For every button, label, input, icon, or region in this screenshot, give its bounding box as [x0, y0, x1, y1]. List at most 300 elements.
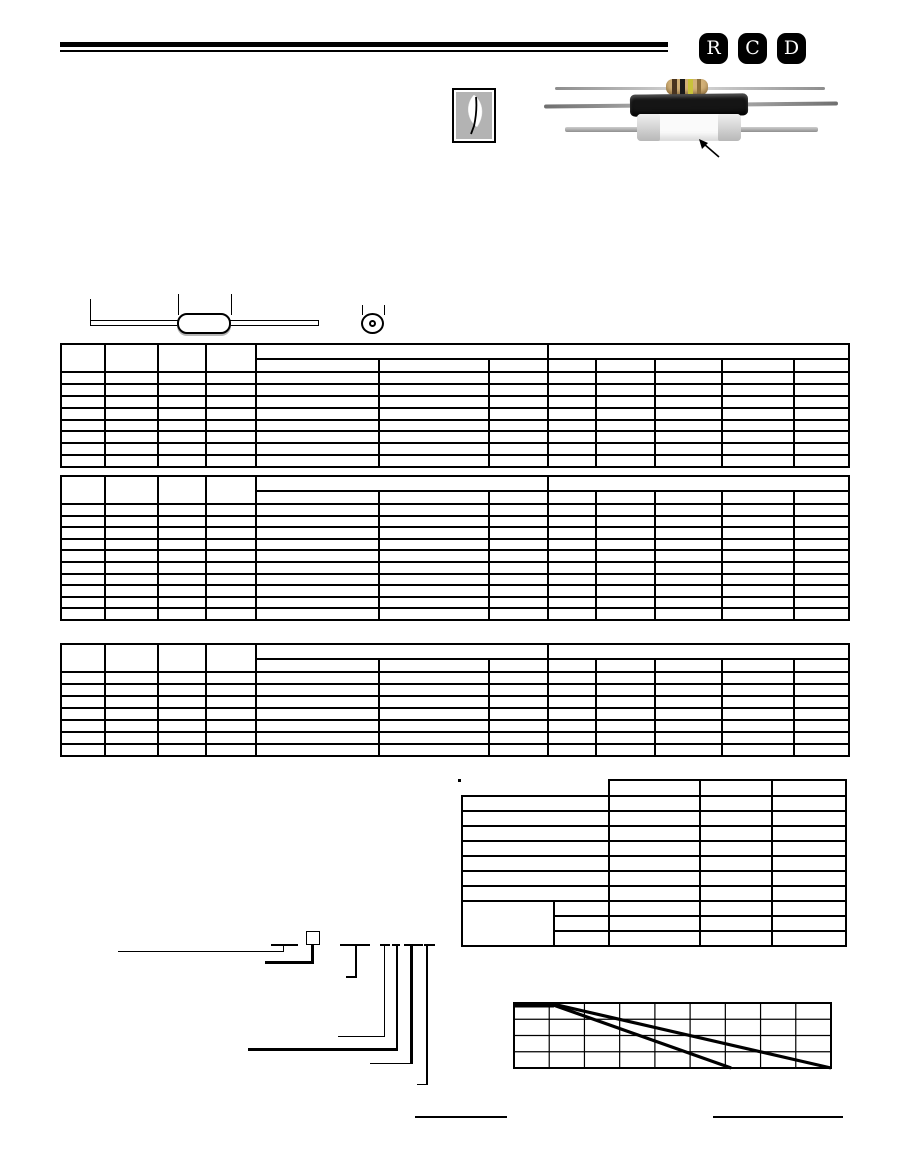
- table-cell: [596, 396, 655, 408]
- table-cell: [548, 597, 596, 609]
- table-cell: [794, 744, 849, 756]
- table-cell: [105, 744, 158, 756]
- table-cell: [794, 516, 849, 528]
- table-cell: [105, 562, 158, 574]
- table-cell: [596, 597, 655, 609]
- table-cell: [158, 408, 206, 420]
- table-cell: [206, 562, 256, 574]
- table-cell: [794, 539, 849, 551]
- table-cell: [61, 744, 105, 756]
- table-cell: [158, 384, 206, 396]
- logo-tile-c: [738, 33, 767, 64]
- table-cell: [61, 408, 105, 420]
- sub-header-cell: [379, 491, 489, 504]
- spec-value-cell: [772, 856, 846, 871]
- table-row: [61, 562, 849, 574]
- table-cell: [548, 443, 596, 455]
- table-cell: [548, 396, 596, 408]
- spec-value-cell: [772, 916, 846, 931]
- table-cell: [206, 597, 256, 609]
- table-cell: [256, 539, 379, 551]
- spec-value-cell: [609, 931, 700, 946]
- sub-header-cell: [379, 659, 489, 672]
- part-number-box: [306, 931, 320, 945]
- table-cell: [206, 431, 256, 443]
- spec-row: [462, 856, 846, 871]
- pn-callout-3-foot: [338, 1036, 385, 1037]
- table-cell: [794, 431, 849, 443]
- ratings-table-1: [60, 343, 850, 468]
- spec-row: [462, 886, 846, 901]
- table-cell: [158, 684, 206, 696]
- table-cell: [489, 684, 548, 696]
- table-cell: [256, 443, 379, 455]
- table-cell: [206, 720, 256, 732]
- pn-callout-type-tick: [283, 945, 284, 952]
- footer-blank-line-left: [415, 1116, 507, 1118]
- table-cell: [489, 574, 548, 586]
- table-cell: [379, 527, 489, 539]
- table-row: [61, 585, 849, 597]
- table-cell: [61, 443, 105, 455]
- spec-value-cell: [609, 841, 700, 856]
- table-cell: [548, 420, 596, 432]
- group-header-2: [548, 644, 849, 659]
- table-cell: [794, 574, 849, 586]
- table-cell: [61, 597, 105, 609]
- sub-header-cell: [256, 359, 379, 372]
- table-cell: [489, 420, 548, 432]
- sub-header-cell: [548, 491, 596, 504]
- table-cell: [655, 384, 722, 396]
- table-cell: [548, 372, 596, 384]
- table-cell: [61, 539, 105, 551]
- table-cell: [379, 597, 489, 609]
- sub-header-cell: [794, 491, 849, 504]
- table-cell: [596, 550, 655, 562]
- table-cell: [794, 585, 849, 597]
- table-cell: [206, 443, 256, 455]
- table-cell: [206, 574, 256, 586]
- spec-label-cell: [462, 826, 609, 841]
- table-cell: [256, 516, 379, 528]
- table-cell: [256, 684, 379, 696]
- table-cell: [596, 516, 655, 528]
- table-cell: [61, 516, 105, 528]
- table-cell: [596, 443, 655, 455]
- table-cell: [379, 455, 489, 467]
- table-cell: [61, 672, 105, 684]
- table-cell: [794, 720, 849, 732]
- table-cell: [105, 527, 158, 539]
- table-cell: [722, 720, 794, 732]
- table-cell: [655, 562, 722, 574]
- table-cell: [61, 504, 105, 516]
- sub-header-cell: [489, 491, 548, 504]
- table-cell: [158, 732, 206, 744]
- sub-header-cell: [722, 659, 794, 672]
- table-cell: [722, 574, 794, 586]
- table-cell: [596, 527, 655, 539]
- spec-value-cell: [700, 916, 772, 931]
- table-cell: [379, 408, 489, 420]
- dim-tick-endview-right: [384, 305, 385, 315]
- table-cell: [61, 732, 105, 744]
- spec-value-cell: [772, 796, 846, 811]
- table-cell: [105, 672, 158, 684]
- table-cell: [158, 516, 206, 528]
- table-row: [61, 608, 849, 620]
- table-cell: [489, 550, 548, 562]
- table-cell: [256, 732, 379, 744]
- table-cell: [596, 384, 655, 396]
- table-cell: [158, 597, 206, 609]
- spec-value-cell: [700, 931, 772, 946]
- logo-letter-c: C: [745, 37, 760, 59]
- pn-callout-option-horiz: [265, 961, 314, 964]
- table-cell: [206, 744, 256, 756]
- table-cell: [256, 708, 379, 720]
- table-cell: [596, 744, 655, 756]
- table-cell: [548, 720, 596, 732]
- table-cell: [206, 539, 256, 551]
- table-cell: [379, 585, 489, 597]
- table-cell: [722, 539, 794, 551]
- table-cell: [794, 597, 849, 609]
- table-cell: [206, 516, 256, 528]
- table-row: [61, 527, 849, 539]
- table-cell: [105, 384, 158, 396]
- table-cell: [596, 539, 655, 551]
- table-cell: [105, 720, 158, 732]
- sub-header-cell: [655, 491, 722, 504]
- pn-underscore-5: [404, 944, 423, 946]
- table-cell: [379, 744, 489, 756]
- header-rule-thin: [60, 50, 668, 52]
- table-cell: [655, 455, 722, 467]
- table-cell: [256, 574, 379, 586]
- table-cell: [722, 455, 794, 467]
- table-cell: [379, 516, 489, 528]
- table-cell: [61, 684, 105, 696]
- footer-blank-line-right: [713, 1116, 843, 1118]
- table-cell: [489, 396, 548, 408]
- table-cell: [206, 708, 256, 720]
- table-cell: [105, 431, 158, 443]
- table-row: [61, 408, 849, 420]
- spec-value-cell: [609, 811, 700, 826]
- table-cell: [61, 431, 105, 443]
- table-row: [61, 684, 849, 696]
- table-cell: [105, 455, 158, 467]
- spec-value-cell: [772, 811, 846, 826]
- table-cell: [489, 443, 548, 455]
- table-row: [61, 574, 849, 586]
- table-cell: [105, 550, 158, 562]
- spec-label-cell: [462, 871, 609, 886]
- table-cell: [256, 597, 379, 609]
- table-cell: [256, 585, 379, 597]
- table-cell: [105, 420, 158, 432]
- table-cell: [655, 550, 722, 562]
- table-cell: [61, 455, 105, 467]
- table-cell: [105, 504, 158, 516]
- sub-header-cell: [548, 359, 596, 372]
- table-cell: [722, 732, 794, 744]
- sub-header-cell: [596, 659, 655, 672]
- table-cell: [655, 574, 722, 586]
- table-cell: [548, 384, 596, 396]
- table-row: [61, 550, 849, 562]
- spec-value-cell: [609, 856, 700, 871]
- table-cell: [794, 443, 849, 455]
- table-cell: [722, 608, 794, 620]
- table-cell: [722, 684, 794, 696]
- group-header-1: [256, 344, 548, 359]
- spec-value-cell: [700, 841, 772, 856]
- table-cell: [61, 384, 105, 396]
- col-header-cell: [206, 644, 256, 672]
- table-cell: [105, 408, 158, 420]
- dim-tick-body-left: [178, 294, 179, 315]
- table-cell: [256, 696, 379, 708]
- table-cell: [105, 372, 158, 384]
- dim-resistor-body: [177, 313, 231, 334]
- spec-value-cell: [772, 841, 846, 856]
- table-cell: [655, 516, 722, 528]
- table-cell: [61, 527, 105, 539]
- table-cell: [379, 420, 489, 432]
- spec-value-cell: [700, 871, 772, 886]
- table-cell: [379, 431, 489, 443]
- table-cell: [379, 562, 489, 574]
- table-row: [61, 720, 849, 732]
- table-cell: [548, 516, 596, 528]
- table-cell: [158, 420, 206, 432]
- table-cell: [596, 574, 655, 586]
- table-cell: [548, 696, 596, 708]
- sub-header-cell: [794, 359, 849, 372]
- table-row: [61, 597, 849, 609]
- table-cell: [256, 550, 379, 562]
- table-row: [61, 455, 849, 467]
- table-cell: [105, 684, 158, 696]
- table-cell: [655, 708, 722, 720]
- spec-value-cell: [772, 826, 846, 841]
- table-cell: [548, 550, 596, 562]
- table-cell: [256, 527, 379, 539]
- table-cell: [206, 372, 256, 384]
- table-cell: [596, 732, 655, 744]
- spec-value-cell: [772, 901, 846, 916]
- table-cell: [489, 408, 548, 420]
- col-header-cell: [158, 644, 206, 672]
- pn-callout-6-foot: [417, 1084, 428, 1086]
- table-cell: [158, 431, 206, 443]
- table-cell: [379, 608, 489, 620]
- specifications-table: [461, 779, 847, 947]
- table-cell: [794, 408, 849, 420]
- pn-callout-5-vert: [410, 945, 413, 1064]
- table-cell: [722, 396, 794, 408]
- table-cell: [489, 608, 548, 620]
- pn-callout-4-vert: [396, 945, 398, 1050]
- table-cell: [158, 562, 206, 574]
- table-cell: [61, 396, 105, 408]
- pn-callout-2-foot: [346, 976, 357, 978]
- table-cell: [158, 672, 206, 684]
- table-cell: [256, 431, 379, 443]
- table-cell: [206, 504, 256, 516]
- group-header-2: [548, 344, 849, 359]
- dim-tick-lead-left: [90, 299, 91, 321]
- table-cell: [158, 443, 206, 455]
- sub-header-cell: [794, 659, 849, 672]
- table-cell: [489, 732, 548, 744]
- table-cell: [206, 455, 256, 467]
- spec-label-cell: [462, 886, 609, 901]
- spec-value-cell: [609, 826, 700, 841]
- table-cell: [158, 527, 206, 539]
- table-cell: [489, 527, 548, 539]
- table-cell: [379, 443, 489, 455]
- spec-row: [462, 901, 846, 916]
- table-cell: [722, 504, 794, 516]
- spec-value-cell: [772, 886, 846, 901]
- table-cell: [548, 431, 596, 443]
- table-cell: [105, 597, 158, 609]
- table-cell: [596, 504, 655, 516]
- spec-row: [462, 841, 846, 856]
- table-cell: [105, 608, 158, 620]
- table-cell: [548, 527, 596, 539]
- table-cell: [655, 732, 722, 744]
- pn-callout-6-vert: [426, 945, 428, 1085]
- table-cell: [722, 408, 794, 420]
- spec-col-header: [609, 780, 700, 796]
- table-cell: [489, 597, 548, 609]
- table-cell: [596, 720, 655, 732]
- table-cell: [158, 550, 206, 562]
- table-cell: [794, 504, 849, 516]
- spec-label-cell: [462, 856, 609, 871]
- table-cell: [596, 420, 655, 432]
- spec-row: [462, 871, 846, 886]
- col-header-cell: [105, 344, 158, 372]
- logo-tile-r: [699, 33, 728, 64]
- table-cell: [548, 732, 596, 744]
- spec-value-cell: [772, 931, 846, 946]
- table-cell: [206, 585, 256, 597]
- table-cell: [61, 562, 105, 574]
- table-cell: [722, 384, 794, 396]
- pn-callout-4-foot: [248, 1048, 398, 1051]
- table-cell: [489, 539, 548, 551]
- table-cell: [158, 585, 206, 597]
- table-cell: [596, 372, 655, 384]
- col-header-cell: [206, 476, 256, 504]
- spec-value-cell: [609, 886, 700, 901]
- dim-tick-body-right: [231, 294, 232, 315]
- pn-underscore-1: [271, 944, 298, 946]
- sub-header-cell: [256, 491, 379, 504]
- table-cell: [105, 443, 158, 455]
- sub-header-cell: [596, 359, 655, 372]
- table-cell: [489, 562, 548, 574]
- table-cell: [206, 396, 256, 408]
- table-cell: [61, 420, 105, 432]
- table-cell: [379, 372, 489, 384]
- table-cell: [722, 516, 794, 528]
- sub-header-cell: [722, 491, 794, 504]
- spec-label-cell: [462, 841, 609, 856]
- spec-value-cell: [700, 856, 772, 871]
- table-row: [61, 443, 849, 455]
- table-cell: [206, 608, 256, 620]
- table-cell: [158, 372, 206, 384]
- table-cell: [256, 562, 379, 574]
- col-header-cell: [61, 476, 105, 504]
- table-cell: [489, 384, 548, 396]
- table-cell: [489, 455, 548, 467]
- table-cell: [379, 732, 489, 744]
- table-cell: [158, 696, 206, 708]
- spec-merged-label-cell: [462, 901, 554, 946]
- small-resistor-body: [666, 79, 708, 95]
- spec-value-cell: [700, 886, 772, 901]
- table-cell: [655, 431, 722, 443]
- dim-end-view-lead-hole: [369, 320, 376, 327]
- table-cell: [794, 384, 849, 396]
- table-cell: [655, 684, 722, 696]
- table-cell: [158, 708, 206, 720]
- table-cell: [206, 384, 256, 396]
- group-header-2: [548, 476, 849, 491]
- table-cell: [794, 708, 849, 720]
- table-cell: [794, 550, 849, 562]
- header-rule-thick: [60, 42, 668, 47]
- pn-callout-type-line: [118, 951, 284, 952]
- pn-callout-2-vert: [355, 945, 357, 977]
- table-cell: [105, 574, 158, 586]
- table-cell: [655, 672, 722, 684]
- table-cell: [655, 585, 722, 597]
- table-cell: [256, 608, 379, 620]
- table-cell: [489, 431, 548, 443]
- table-cell: [158, 504, 206, 516]
- photo-arrow-icon: [697, 139, 721, 159]
- table-cell: [256, 372, 379, 384]
- group-header-1: [256, 476, 548, 491]
- table-cell: [596, 562, 655, 574]
- table-cell: [489, 696, 548, 708]
- spec-row: [462, 796, 846, 811]
- table-cell: [596, 455, 655, 467]
- table-cell: [548, 504, 596, 516]
- table-cell: [722, 527, 794, 539]
- table-cell: [596, 672, 655, 684]
- table-cell: [158, 744, 206, 756]
- table-cell: [722, 372, 794, 384]
- col-header-cell: [105, 476, 158, 504]
- table-row: [61, 504, 849, 516]
- table-cell: [256, 408, 379, 420]
- table-cell: [158, 720, 206, 732]
- derating-chart: [513, 1002, 833, 1070]
- logo-tile-d: [777, 33, 806, 64]
- ratings-table-2: [60, 475, 850, 621]
- table-cell: [256, 384, 379, 396]
